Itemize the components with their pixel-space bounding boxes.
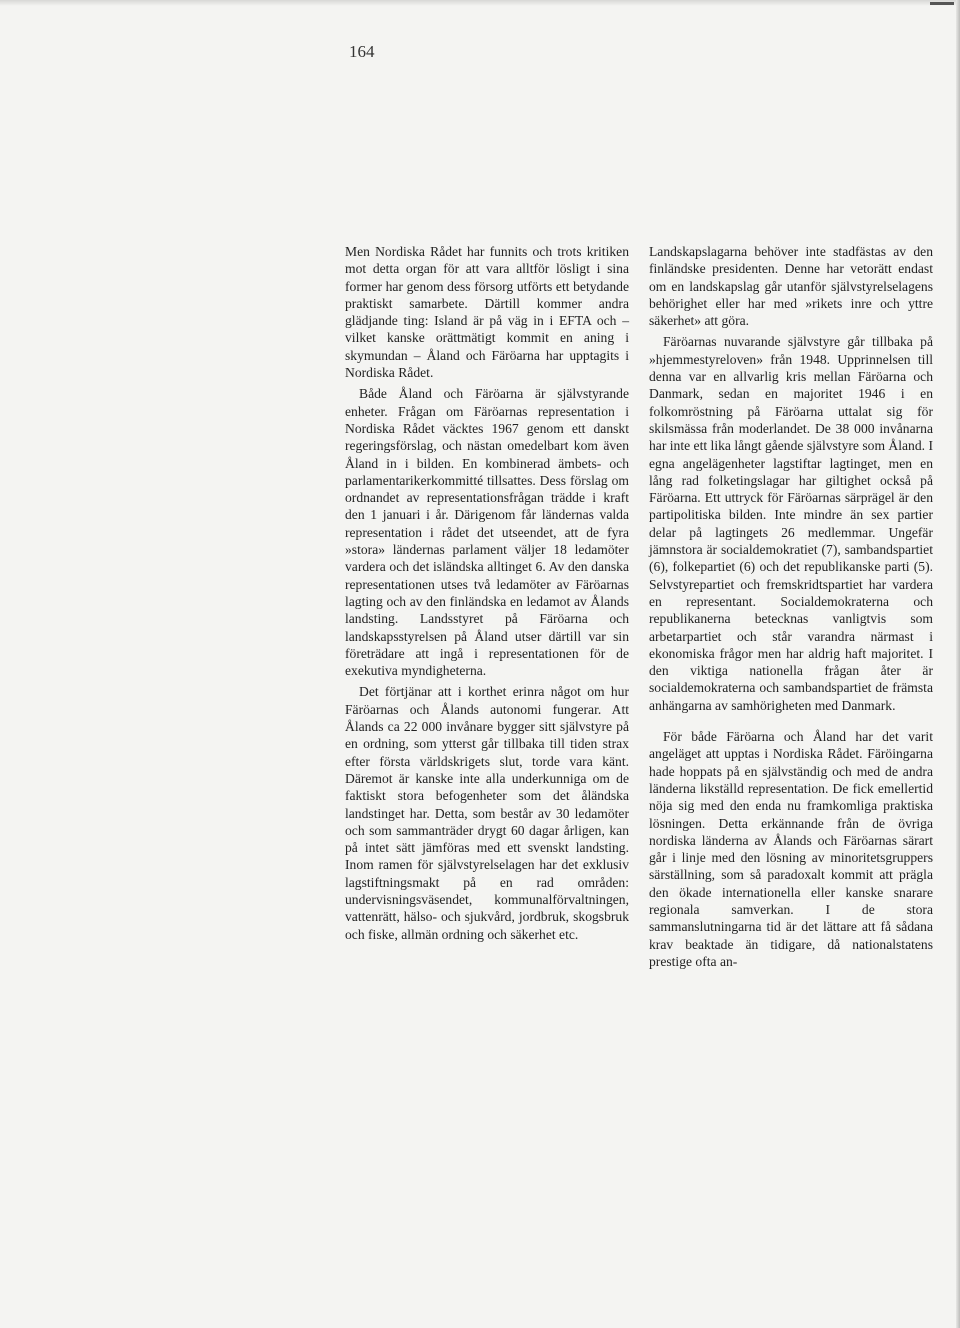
paragraph: Både Åland och Färöarna är självstyrande enheter. Frågan om Färöarnas representation i Nordiska Rådet väcktes 1967 genom ett danskt regeringsförslag, och nästan omedelbart kom även Åland in i bilden. En kombinerad ämbets- och parlamentarikerkommitté tillsattes. Dess förslag om ordnandet av representationsfrågan trädde i kraft den 1 januari i år. Därigenom får ländernas valda representation i rådet det utseendet, att de fyra »stora» ländernas parlament väljer 18 ledamöter vardera och det isländska alltinget 6. Av den danska representationen utses två ledamöter av Färöarnas lagting och av den finländska en ledamot av Ålands landsting. Landsstyret på Färöarna och landskapsstyrelsen på Åland utser därtill var sin företrädare att ingå i representationen för de exekutiva myndigheterna. <box>345 386 629 679</box>
scan-corner-mark <box>930 2 954 5</box>
left-text-column <box>345 243 629 943</box>
page-top-edge <box>0 0 960 6</box>
paragraph: Landskapslagarna behöver inte stadfästas av den finländske presidenten. Denne har vetorätt endast om en landskapslag går utanför självstyrelselagens behörighet eller har med »rikets inre och yttre säkerhet» att göra. <box>649 244 933 329</box>
page-number: 164 <box>349 42 375 61</box>
right-text-column <box>649 243 933 970</box>
paragraph: Färöarnas nuvarande självstyre går tillbaka på »hjemmestyreloven» från 1948. Upprinnelsen till denna var en allvarlig kris mellan Färöarna och Danmark, sedan en majoritet 1946 i en folkomröstning på Färöarna uttalat sig för skilsmässa från moderlandet. De 38 000 invånarna har inte ett lika långt gående självstyre som Åland. I egna angelägenheter lagstiftar lagtinget, men en lång rad folketingslagar har giltighet också på Färöarna. Ett uttryck för Färöarnas särprägel är den partipolitiska bilden. Inte mindre än sex partier delar på lagtingets 26 medlemmar. Ungefär jämnstora är socialdemokratiet (7), sambandspartiet (6), folkepartiet (6) och det republikanske parti (5). Selvstyrepartiet och fremskridtspartiet har vardera en representant. Socialdemokraterna och republikanerna betecknas vanligtvis som arbetarpartiet och står varandra närmast i ekonomiska frågor men har aldrig haft majoritet. I den viktiga nationella frågan åter är socialdemokraterna och sambandspartiet de främsta anhängarna av samhörigheten med Danmark. <box>649 334 933 713</box>
paragraph: För både Färöarna och Åland har det varit angeläget att upptas i Nordiska Rådet. Färöingarna hade hoppats på en självständig och med de andra länderna likställd representation. De fick emellertid nöja sig med den enda nu framkomliga praktiska lösningen. Detta erkännande från de övriga nordiska länderna av Ålands och Färöarnas särart går i linje med den lösning av minoritetsgruppers särställning, som så paradoxalt kommit att prägla den ökade internationella eller kanske snarare regionala samverkan. I de stora sammanslutningarna tid är det lättare att få sådana krav beaktade än tidigare, då nationalstatens prestige ofta an- <box>649 729 933 969</box>
paragraph: Men Nordiska Rådet har funnits och trots kritiken mot detta organ för att vara alltför lösligt i sina former har genom dess försorg utförts ett betydande praktiskt samarbete. Därtill kommer andra glädjande ting: Island är på väg in i EFTA och – vilket kanske orättmätigt kommit en aning i skymundan – Åland och Färöarna har upptagits i Nordiska Rådet. <box>345 244 629 381</box>
paragraph: Det förtjänar att i korthet erinra något om hur Färöarnas och Ålands autonomi fungerar. Att Ålands ca 22 000 invånare bygger sitt självstyre på en ordning, som ytterst går tillbaka till tiden strax efter första världskrigets slut, torde vara känt. Däremot är kanske inte alla underkunniga om de faktiskt stora befogenheter som det åländska landstinget har. Detta, som består av 30 ledamöter och som sammanträder drygt 60 dagar årligen, kan på intet sätt jämföras med ett svenskt landsting. Inom ramen för självstyrelselagen har det exklusiv lagstiftningsmakt på en rad områden: undervisningsväsendet, kommunalförvaltningen, vattenrätt, hälso- och sjukvård, jordbruk, skogsbruk och fiske, allmän ordning och säkerhet etc. <box>345 684 629 942</box>
page-right-edge <box>956 0 960 1328</box>
